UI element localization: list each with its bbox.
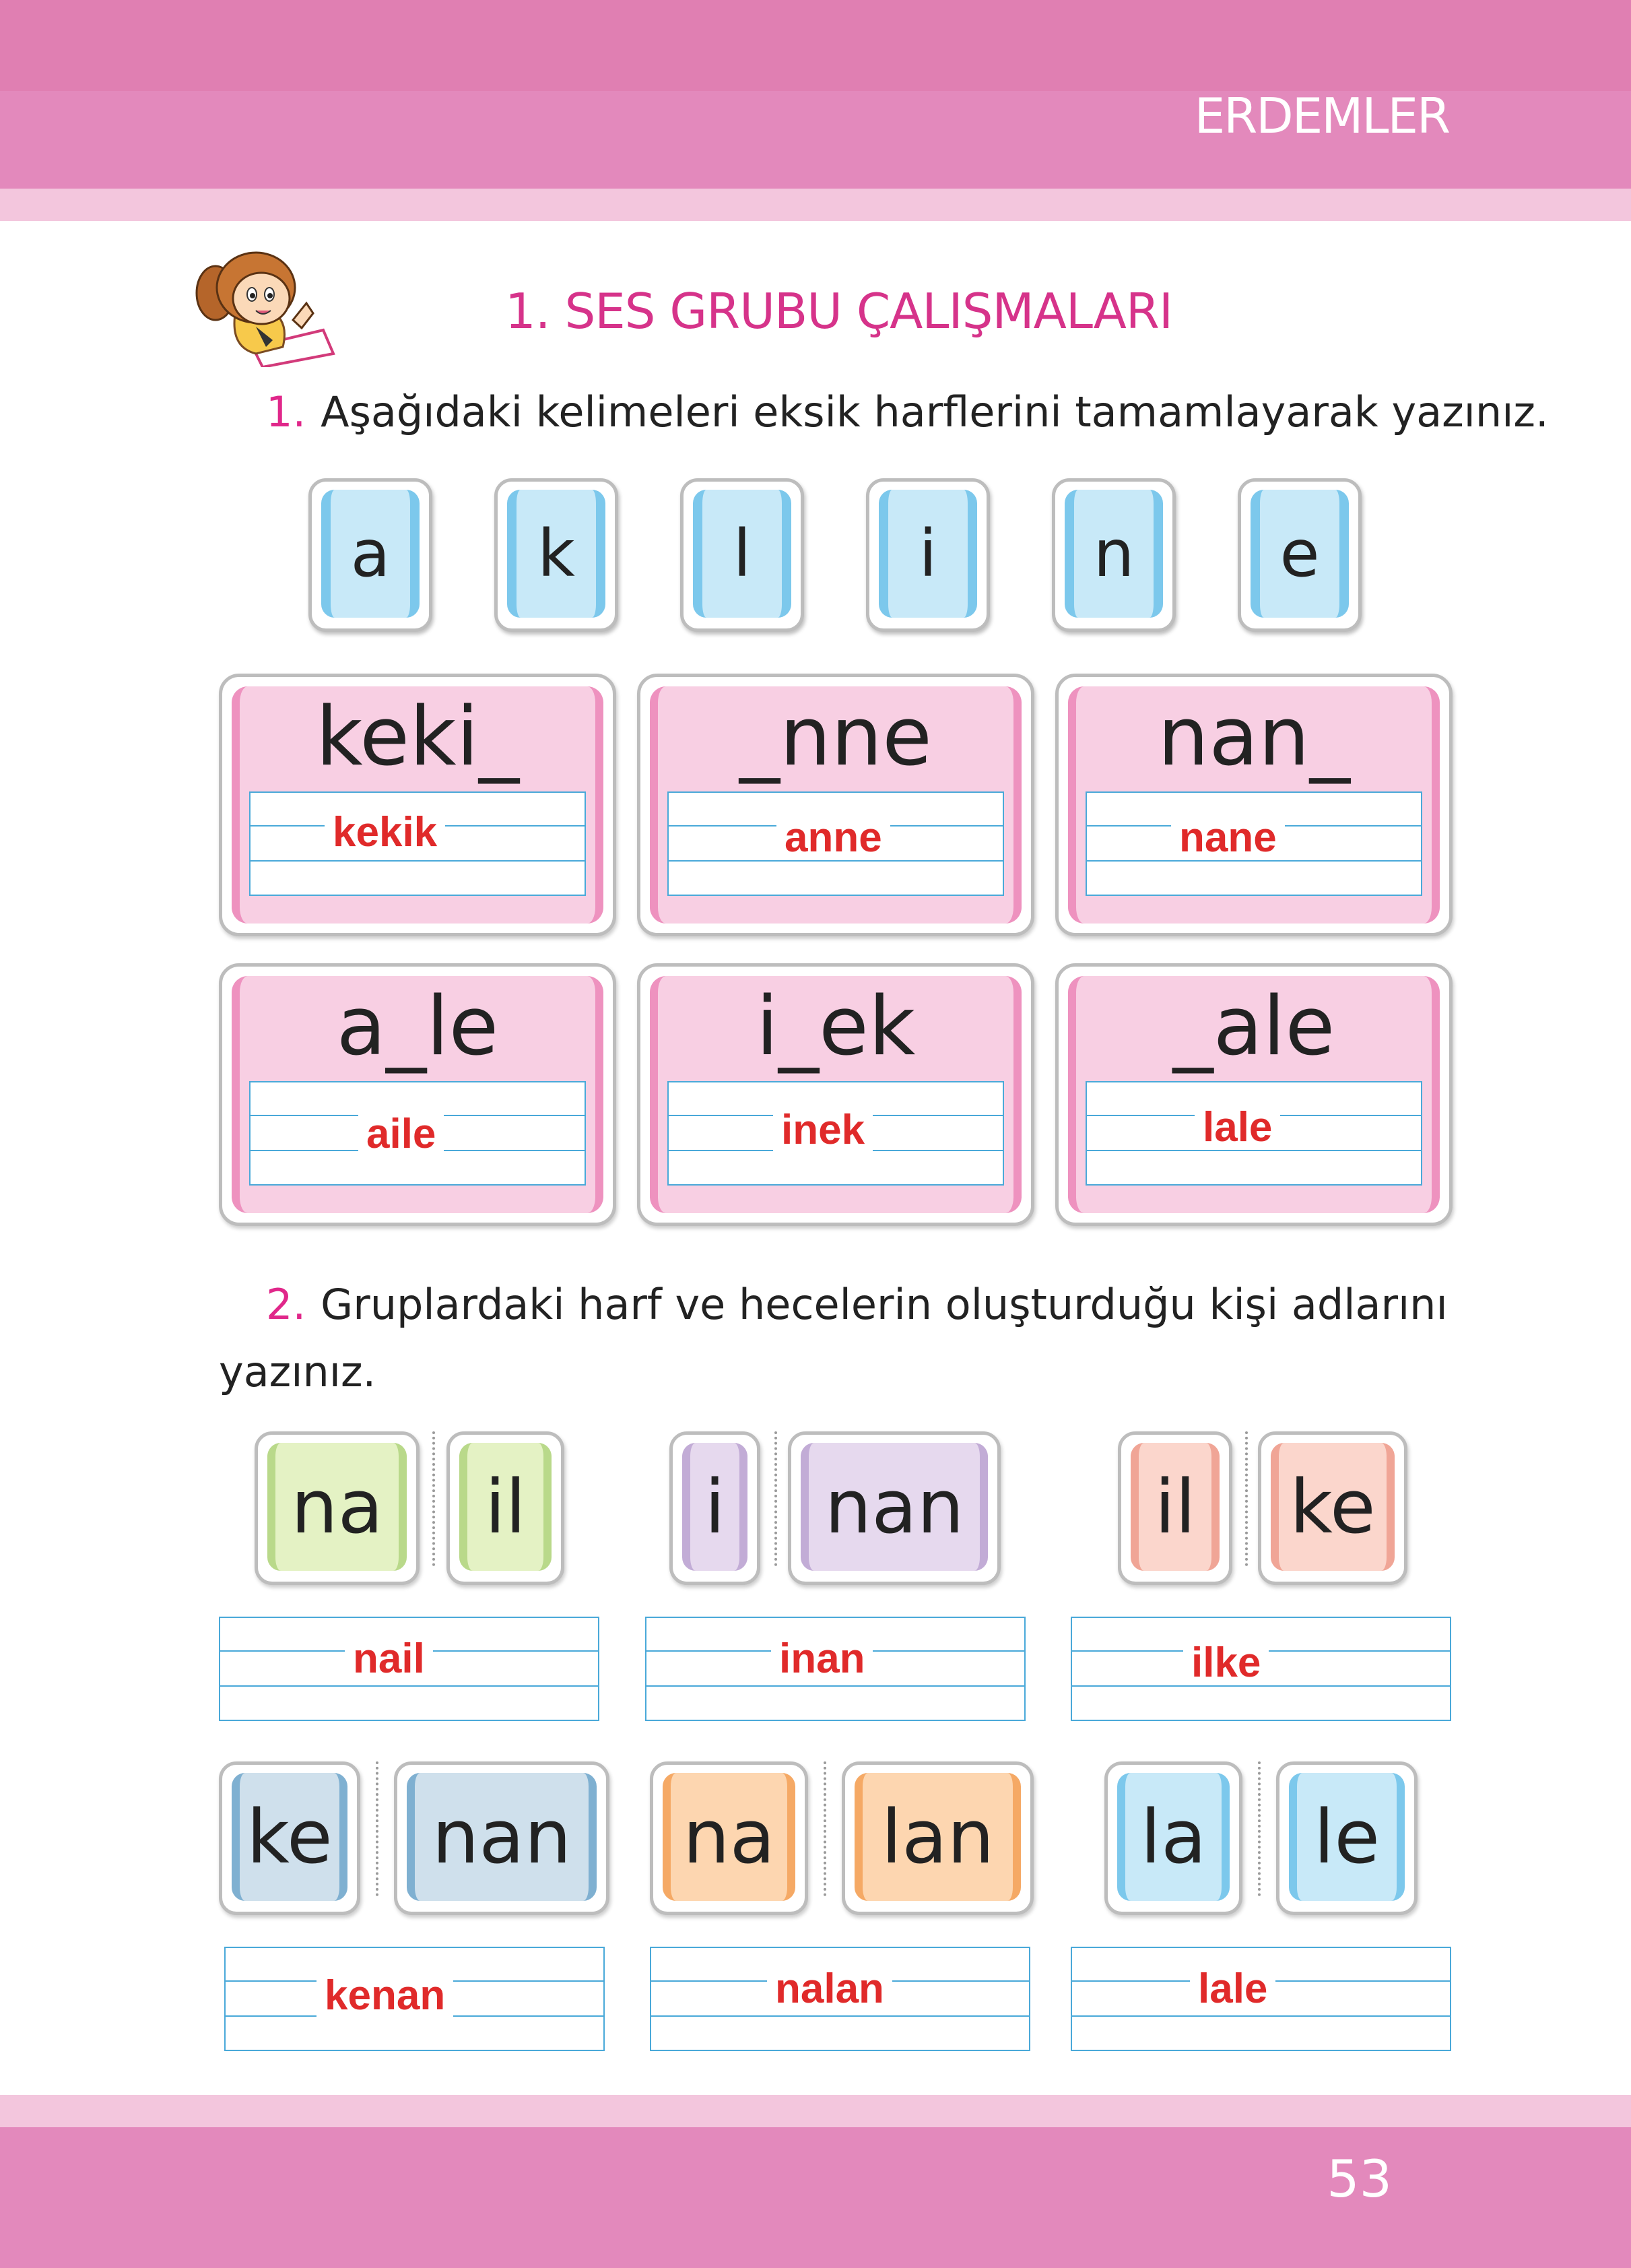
word-card-word: nan_ (1158, 690, 1350, 784)
answer-text: inek (773, 1109, 873, 1151)
answer-text: lale (1195, 1107, 1280, 1148)
question-2-line2: yazınız. (219, 1347, 376, 1396)
answer-text: lale (1190, 1968, 1275, 2010)
question-2-number: 2. (266, 1280, 306, 1329)
word-card-word: keki_ (316, 690, 519, 784)
syllable-text: nan (801, 1443, 988, 1571)
word-card-word: a_le (336, 980, 499, 1074)
writing-lines[interactable] (1086, 791, 1422, 896)
letter-tile-text: e (1251, 490, 1349, 618)
answer-text: aile (358, 1113, 444, 1155)
syllable-tile (788, 1431, 1001, 1585)
syllable-tile (1258, 1431, 1407, 1585)
question-2-text: Gruplardaki harf ve hecelerin oluşturduğu kişi adlarını (321, 1280, 1448, 1329)
word-card (219, 963, 616, 1226)
perforation (1245, 1431, 1248, 1566)
syllable-tile (1276, 1761, 1418, 1915)
syllable-tile (394, 1761, 609, 1915)
answer-text: nail (345, 1638, 433, 1680)
syllable-tile (446, 1431, 564, 1585)
letter-tile (1052, 478, 1176, 632)
word-card-word: i_ek (756, 980, 916, 1074)
writing-lines[interactable] (667, 791, 1004, 896)
perforation (1258, 1761, 1261, 1896)
writing-lines[interactable] (224, 1947, 605, 2051)
answer-text: anne (776, 817, 890, 859)
footer-strip (0, 2095, 1631, 2127)
syllable-tile (669, 1431, 760, 1585)
answer-text: ilke (1183, 1642, 1269, 1684)
word-card (637, 674, 1034, 936)
letter-tile (680, 478, 804, 632)
syllable-text: il (459, 1443, 552, 1571)
syllable-tile (650, 1761, 808, 1915)
word-card (219, 674, 616, 936)
syllable-text: nan (407, 1773, 597, 1901)
letter-tile-text: l (693, 490, 791, 618)
syllable-text: la (1117, 1773, 1230, 1901)
letter-tile (866, 478, 990, 632)
writing-lines[interactable] (650, 1947, 1030, 2051)
answer-text: kenan (317, 1975, 453, 2017)
syllable-tile (842, 1761, 1034, 1915)
word-card (1055, 674, 1453, 936)
word-card (1055, 963, 1453, 1226)
letter-tile (1238, 478, 1362, 632)
syllable-text: ke (232, 1773, 347, 1901)
question-2 (266, 1280, 1448, 1329)
perforation (774, 1431, 777, 1566)
writing-lines[interactable] (667, 1081, 1004, 1186)
writing-lines[interactable] (1086, 1081, 1422, 1186)
perforation (376, 1761, 378, 1896)
syllable-text: lan (855, 1773, 1021, 1901)
writing-lines[interactable] (219, 1617, 599, 1721)
letter-tile-text: k (507, 490, 605, 618)
section-title: 1. SES GRUBU ÇALIŞMALARI (505, 283, 1173, 339)
question-1 (266, 387, 1549, 436)
answer-text: nane (1171, 817, 1285, 859)
writing-lines[interactable] (1071, 1947, 1451, 2051)
syllable-text: i (682, 1443, 747, 1571)
letter-tile-text: a (321, 490, 420, 618)
syllable-text: na (663, 1773, 795, 1901)
writing-lines[interactable] (249, 791, 586, 896)
syllable-tile (1104, 1761, 1242, 1915)
question-1-number: 1. (266, 387, 306, 436)
syllable-tile (1118, 1431, 1232, 1585)
letter-tile-text: n (1065, 490, 1163, 618)
word-card (637, 963, 1034, 1226)
perforation (824, 1761, 826, 1896)
header-strip (0, 189, 1631, 221)
writing-lines[interactable] (645, 1617, 1026, 1721)
word-card-word: _ale (1172, 980, 1335, 1074)
answer-text: inan (771, 1638, 873, 1680)
perforation (432, 1431, 435, 1566)
syllable-text: ke (1271, 1443, 1395, 1571)
syllable-tile (219, 1761, 360, 1915)
letter-tile (308, 478, 432, 632)
writing-lines[interactable] (1071, 1617, 1451, 1721)
syllable-text: le (1289, 1773, 1405, 1901)
girl-reading-illustration (189, 246, 337, 367)
syllable-tile (255, 1431, 420, 1585)
letter-tile-text: i (879, 490, 977, 618)
syllable-text: na (267, 1443, 407, 1571)
page-number: 53 (1327, 2149, 1392, 2209)
answer-text: nalan (767, 1968, 892, 2010)
syllable-text: il (1131, 1443, 1220, 1571)
word-card-word: _nne (739, 690, 932, 784)
question-1-text: Aşağıdaki kelimeleri eksik harflerini tamamlayarak yazınız. (321, 387, 1549, 436)
letter-tile (494, 478, 618, 632)
answer-text: kekik (325, 812, 445, 853)
header-title: ERDEMLER (1194, 88, 1449, 144)
writing-lines[interactable] (249, 1081, 586, 1186)
